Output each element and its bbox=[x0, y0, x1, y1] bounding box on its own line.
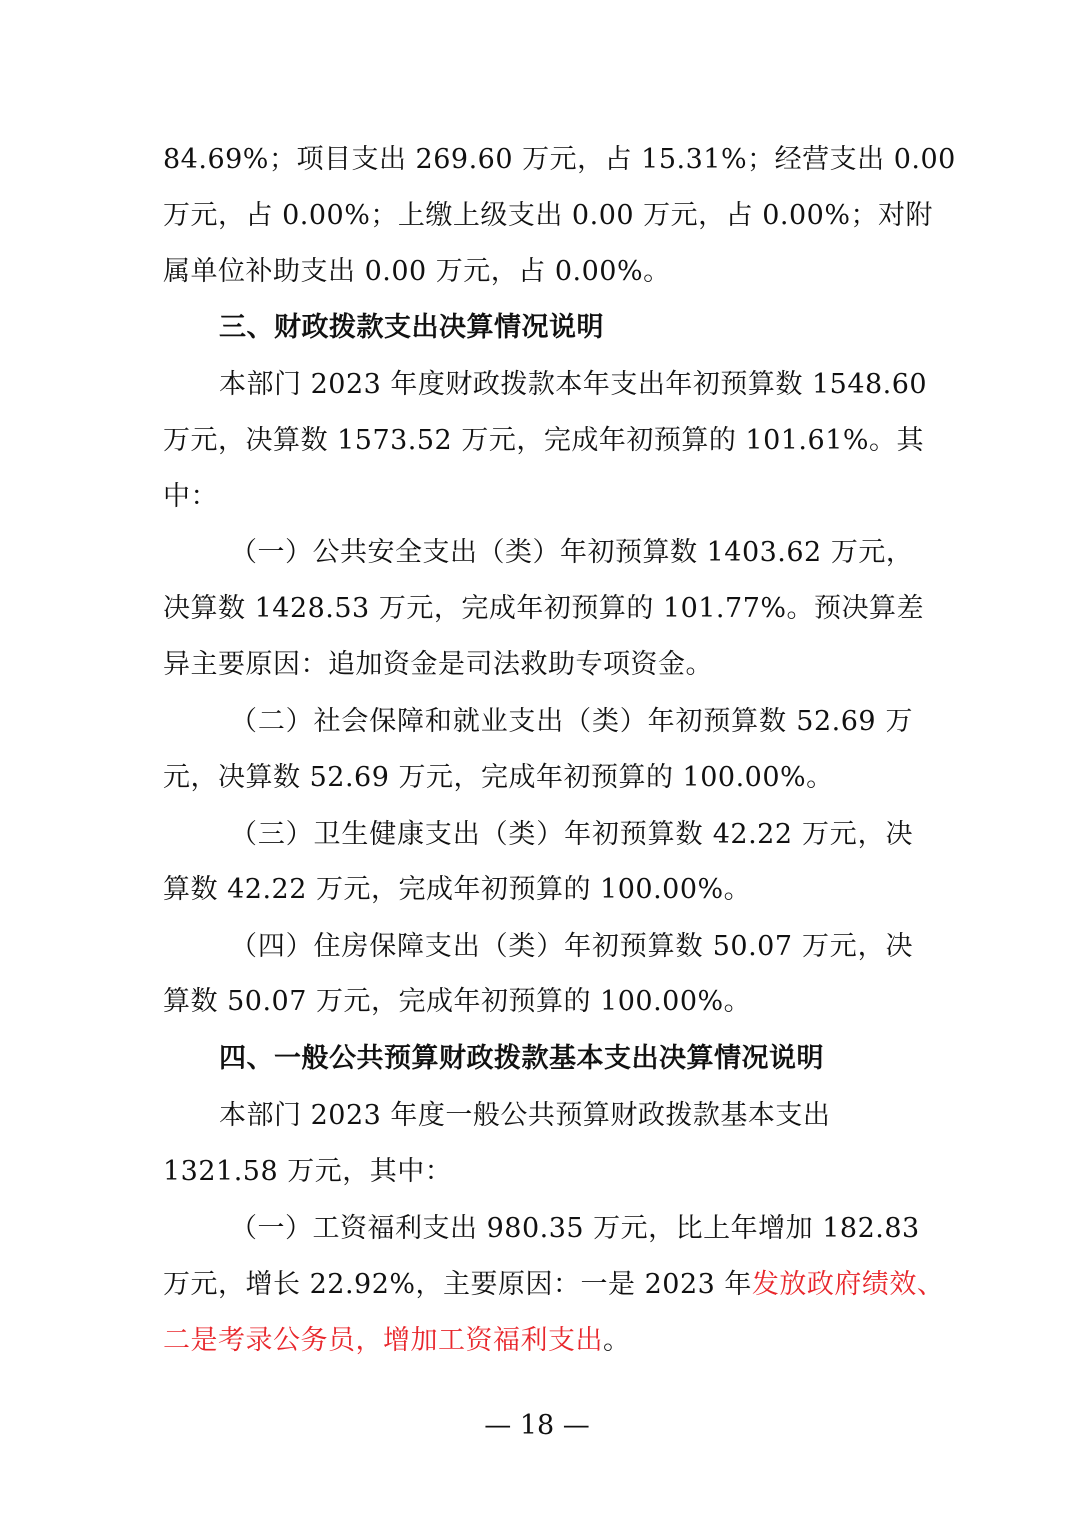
body-text-line bbox=[163, 1265, 945, 1305]
body-text-line: 属单位补助支出 0.00 万元，占 0.00%。 bbox=[163, 256, 671, 287]
highlighted-text: 二是考录公务员，增加工资福利支出 bbox=[163, 1325, 603, 1356]
body-text-line: （一）公共安全支出（类）年初预算数 1403.62 万元， bbox=[230, 537, 914, 568]
body-text-line: 算数 42.22 万元，完成年初预算的 100.00%。 bbox=[163, 874, 752, 905]
body-text-line: 异主要原因：追加资金是司法救助专项资金。 bbox=[163, 649, 713, 680]
body-text-line bbox=[163, 1321, 913, 1361]
highlighted-text: 发放政府绩效、 bbox=[751, 1269, 945, 1300]
body-text-line: 万元，占 0.00%；上缴上级支出 0.00 万元，占 0.00%；对附 bbox=[163, 200, 933, 231]
body-text-line: 本部门 2023 年度一般公共预算财政拨款基本支出 bbox=[219, 1100, 831, 1131]
body-text-line: （三）卫生健康支出（类）年初预算数 42.22 万元，决 bbox=[230, 819, 913, 850]
body-text-line: 本部门 2023 年度财政拨款本年支出年初预算数 1548.60 bbox=[219, 369, 928, 400]
body-text-line: （一）工资福利支出 980.35 万元，比上年增加 182.83 bbox=[230, 1213, 920, 1244]
section-heading-4: 四、一般公共预算财政拨款基本支出决算情况说明 bbox=[219, 1043, 824, 1074]
body-text-line: 中： bbox=[163, 481, 218, 512]
body-text-line: 元，决算数 52.69 万元，完成年初预算的 100.00%。 bbox=[163, 762, 834, 793]
body-text-line: （四）住房保障支出（类）年初预算数 50.07 万元，决 bbox=[230, 931, 913, 962]
body-text-line: 决算数 1428.53 万元，完成年初预算的 101.77%。预决算差 bbox=[163, 593, 925, 624]
section-heading-3: 三、财政拨款支出决算情况说明 bbox=[219, 312, 604, 343]
body-text-line: （二）社会保障和就业支出（类）年初预算数 52.69 万 bbox=[230, 706, 913, 737]
body-text-line: 算数 50.07 万元，完成年初预算的 100.00%。 bbox=[163, 986, 752, 1017]
body-text-line: 1321.58 万元，其中： bbox=[163, 1156, 453, 1187]
body-text: 。 bbox=[603, 1325, 631, 1356]
body-text-line: 84.69%；项目支出 269.60 万元，占 15.31%；经营支出 0.00 bbox=[163, 144, 956, 175]
page-number: — 18 — bbox=[484, 1410, 590, 1441]
body-text-line: 万元，决算数 1573.52 万元，完成年初预算的 101.61%。其 bbox=[163, 425, 925, 456]
body-text: 万元，增长 22.92%，主要原因：一是 2023 年 bbox=[163, 1269, 752, 1300]
